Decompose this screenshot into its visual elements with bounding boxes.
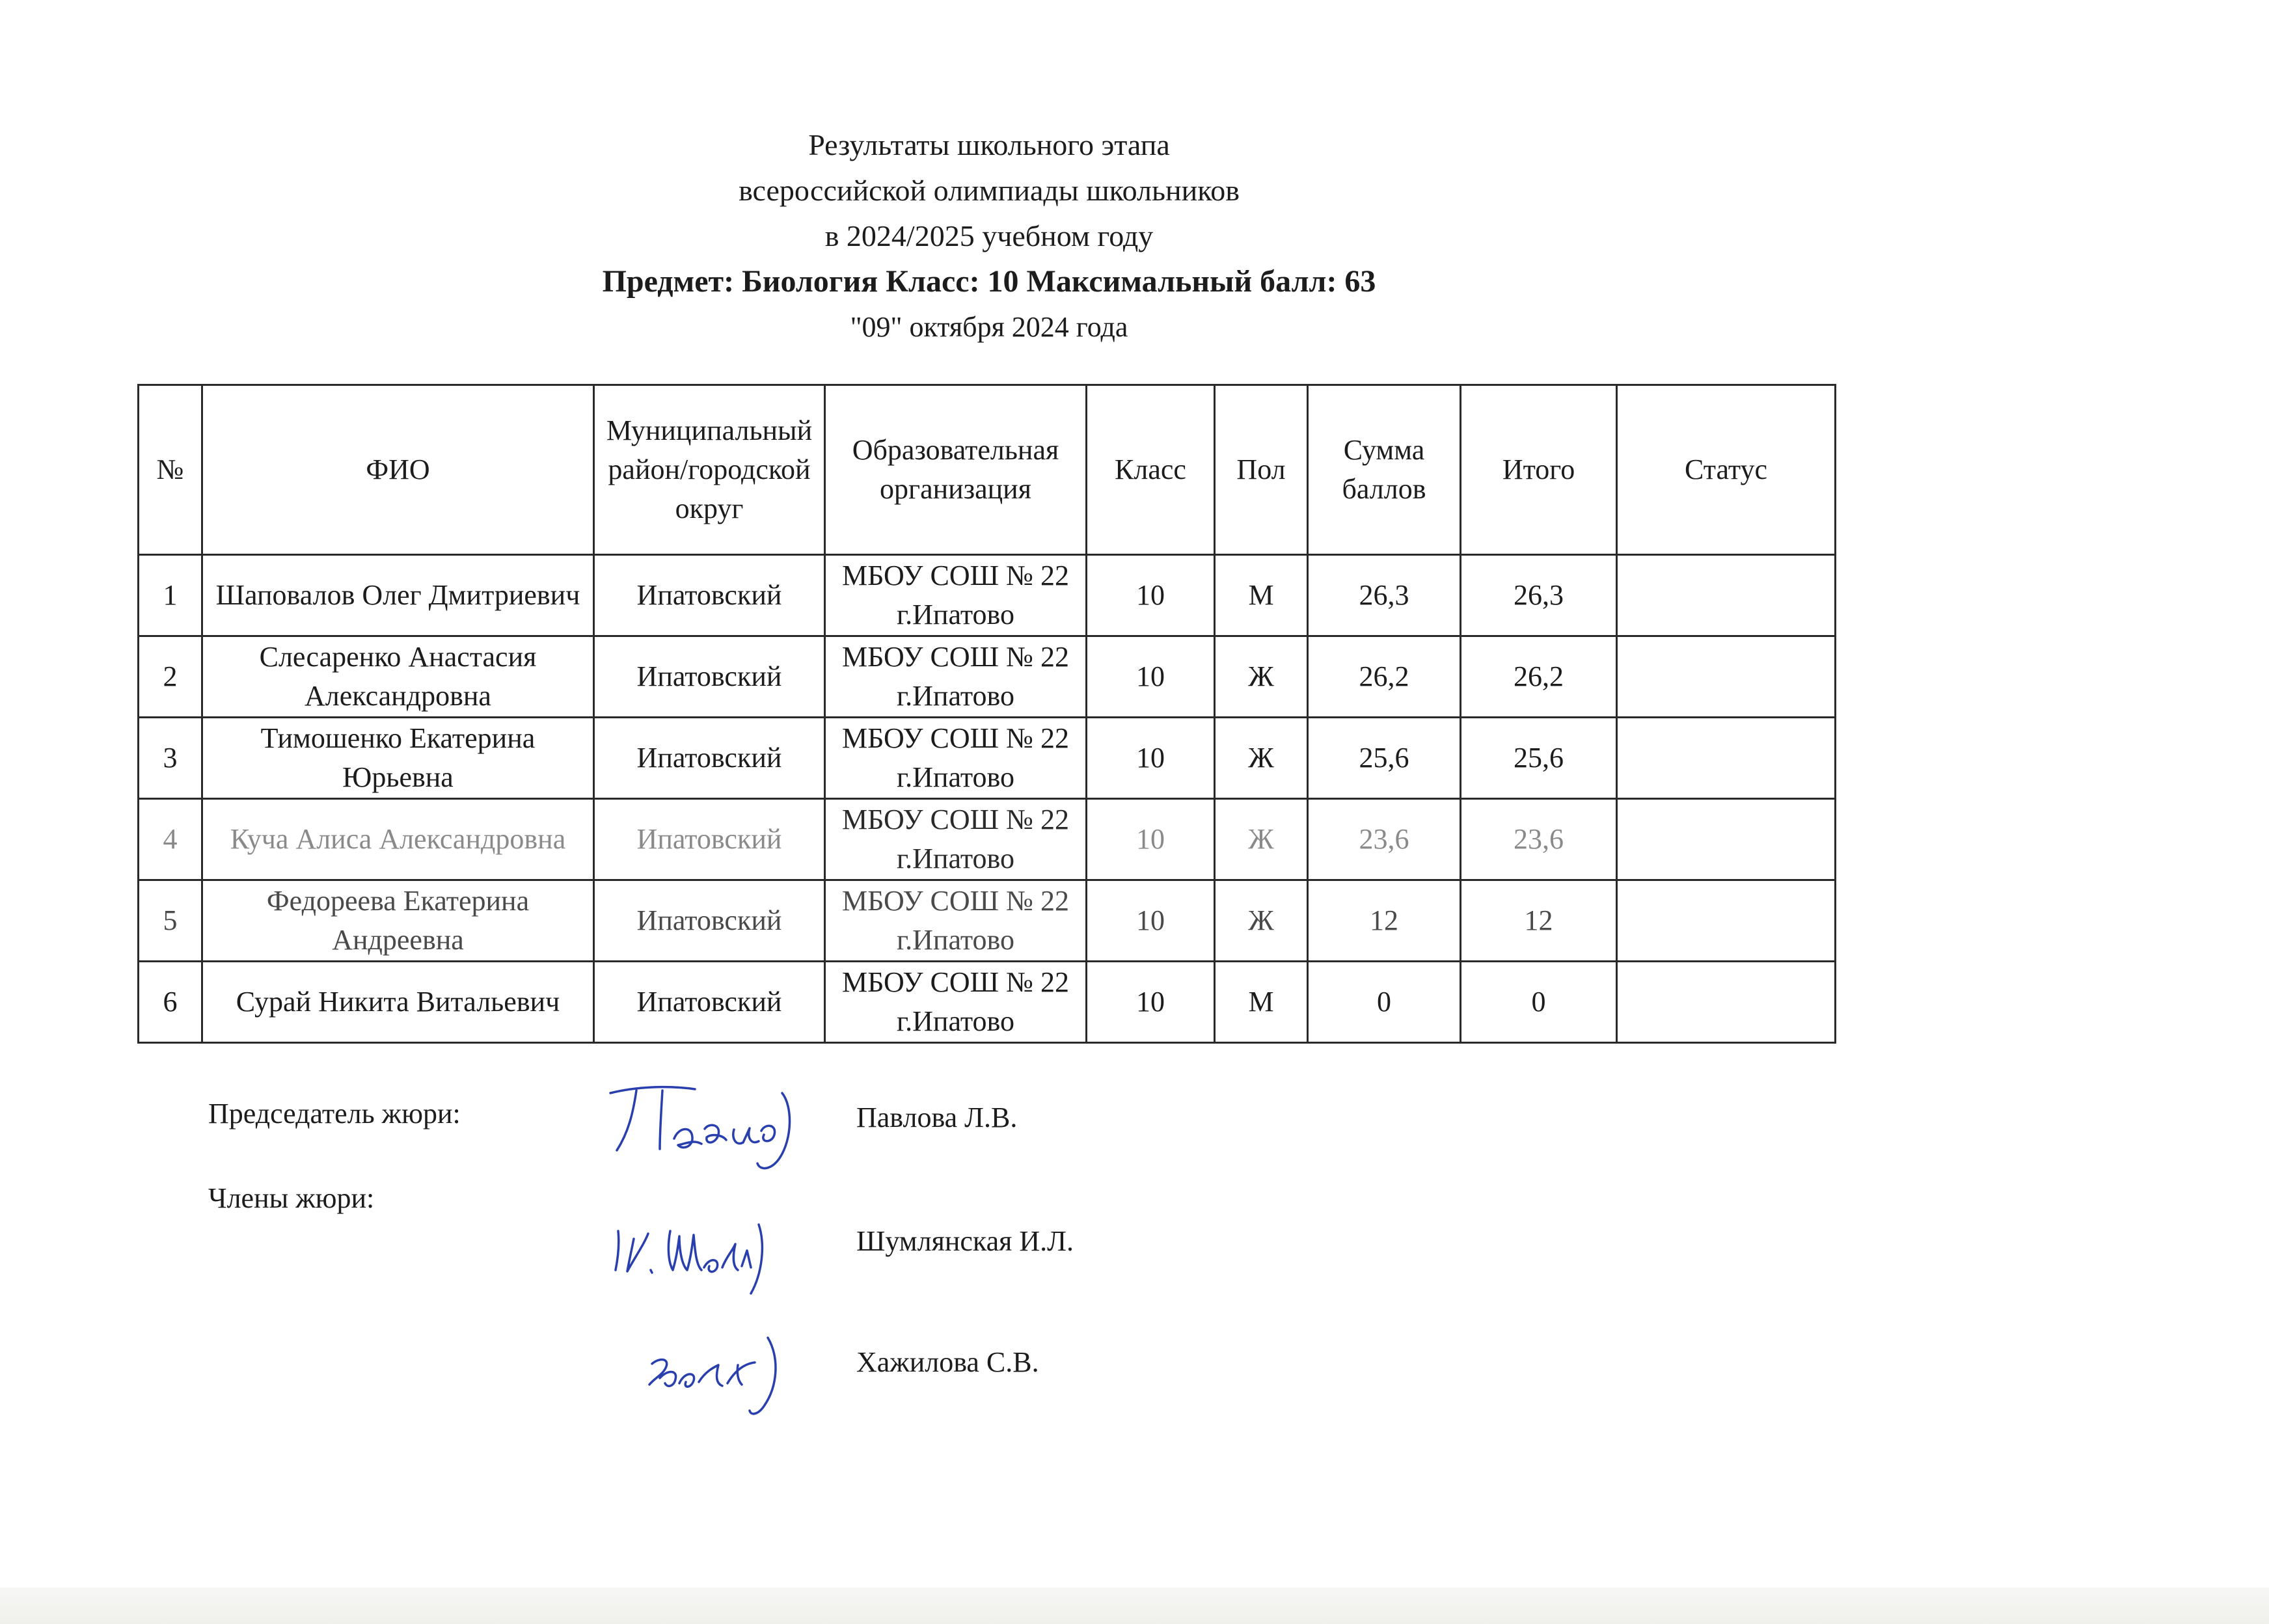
cell-sum: 26,3: [1308, 555, 1461, 636]
jury-members-label: Члены жюри:: [208, 1182, 375, 1214]
cell-org: МБОУ СОШ № 22 г.Ипатово: [825, 636, 1087, 718]
table-row: [139, 880, 1836, 962]
cell-num: 1: [139, 555, 202, 636]
cell-org: МБОУ СОШ № 22 г.Ипатово: [825, 799, 1087, 880]
scan-bottom-edge: [0, 1588, 2269, 1624]
col-header-district: Муниципальный район/городской округ: [594, 385, 825, 555]
cell-status: [1617, 880, 1836, 962]
jury-chair-label: Председатель жюри:: [208, 1098, 461, 1130]
title-line-1: Результаты школьного этапа: [808, 128, 1170, 161]
cell-status: [1617, 718, 1836, 799]
date-line: "09" октября 2024 года: [850, 311, 1128, 343]
col-header-fio: ФИО: [202, 385, 594, 555]
cell-sex: М: [1215, 555, 1308, 636]
cell-grade: 10: [1087, 799, 1215, 880]
table-row: [139, 962, 1836, 1043]
cell-district: Ипатовский: [594, 962, 825, 1043]
col-header-status: Статус: [1617, 385, 1836, 555]
cell-total: 26,2: [1461, 636, 1617, 718]
cell-org: МБОУ СОШ № 22 г.Ипатово: [825, 555, 1087, 636]
cell-district: Ипатовский: [594, 799, 825, 880]
jury-member-2-name: Хажилова С.В.: [856, 1346, 1039, 1378]
cell-district: Ипатовский: [594, 718, 825, 799]
cell-sum: 0: [1308, 962, 1461, 1043]
cell-sum: 23,6: [1308, 799, 1461, 880]
cell-status: [1617, 636, 1836, 718]
col-header-total: Итого: [1461, 385, 1617, 555]
cell-status: [1617, 962, 1836, 1043]
subject-line: Предмет: Биология Класс: 10 Максимальный балл: 63: [602, 264, 1376, 299]
cell-num: 3: [139, 718, 202, 799]
document-header: [0, 122, 1978, 350]
cell-fio: Тимошенко Екатерина Юрьевна: [202, 718, 594, 799]
member-2-signature: [640, 1325, 816, 1419]
cell-sum: 26,2: [1308, 636, 1461, 718]
chair-signature: [597, 1067, 812, 1181]
table-row: [139, 555, 1836, 636]
cell-org: МБОУ СОШ № 22 г.Ипатово: [825, 718, 1087, 799]
cell-fio: Куча Алиса Александровна: [202, 799, 594, 880]
cell-status: [1617, 555, 1836, 636]
jury-member-1-name: Шумлянская И.Л.: [856, 1225, 1074, 1257]
col-header-sex: Пол: [1215, 385, 1308, 555]
cell-status: [1617, 799, 1836, 880]
title-line-2: всероссийской олимпиады школьников: [739, 174, 1240, 207]
cell-sum: 25,6: [1308, 718, 1461, 799]
table-row: [139, 718, 1836, 799]
cell-total: 25,6: [1461, 718, 1617, 799]
cell-sex: Ж: [1215, 718, 1308, 799]
cell-org: МБОУ СОШ № 22 г.Ипатово: [825, 962, 1087, 1043]
cell-total: 12: [1461, 880, 1617, 962]
cell-sex: Ж: [1215, 799, 1308, 880]
col-header-grade: Класс: [1087, 385, 1215, 555]
cell-sex: Ж: [1215, 880, 1308, 962]
col-header-sum: Сумма баллов: [1308, 385, 1461, 555]
cell-grade: 10: [1087, 555, 1215, 636]
member-1-signature: [605, 1205, 781, 1306]
cell-sex: Ж: [1215, 636, 1308, 718]
cell-grade: 10: [1087, 718, 1215, 799]
cell-num: 6: [139, 962, 202, 1043]
cell-fio: Федореева Екатерина Андреевна: [202, 880, 594, 962]
cell-org: МБОУ СОШ № 22 г.Ипатово: [825, 880, 1087, 962]
cell-num: 4: [139, 799, 202, 880]
cell-sex: М: [1215, 962, 1308, 1043]
cell-grade: 10: [1087, 636, 1215, 718]
cell-num: 5: [139, 880, 202, 962]
cell-fio: Шаповалов Олег Дмитриевич: [202, 555, 594, 636]
jury-chair-name: Павлова Л.В.: [856, 1102, 1018, 1133]
cell-total: 23,6: [1461, 799, 1617, 880]
cell-district: Ипатовский: [594, 880, 825, 962]
table-row: [139, 799, 1836, 880]
cell-district: Ипатовский: [594, 555, 825, 636]
cell-fio: Сурай Никита Витальевич: [202, 962, 594, 1043]
cell-grade: 10: [1087, 880, 1215, 962]
table-header-row: [139, 385, 1836, 555]
cell-grade: 10: [1087, 962, 1215, 1043]
col-header-num: №: [139, 385, 202, 555]
cell-fio: Слесаренко Анастасия Александровна: [202, 636, 594, 718]
cell-total: 0: [1461, 962, 1617, 1043]
cell-total: 26,3: [1461, 555, 1617, 636]
title-line-3: в 2024/2025 учебном году: [824, 219, 1154, 252]
cell-sum: 12: [1308, 880, 1461, 962]
cell-district: Ипатовский: [594, 636, 825, 718]
cell-num: 2: [139, 636, 202, 718]
table-row: [139, 636, 1836, 718]
results-table: [137, 384, 1836, 1044]
col-header-org: Образовательная организация: [825, 385, 1087, 555]
